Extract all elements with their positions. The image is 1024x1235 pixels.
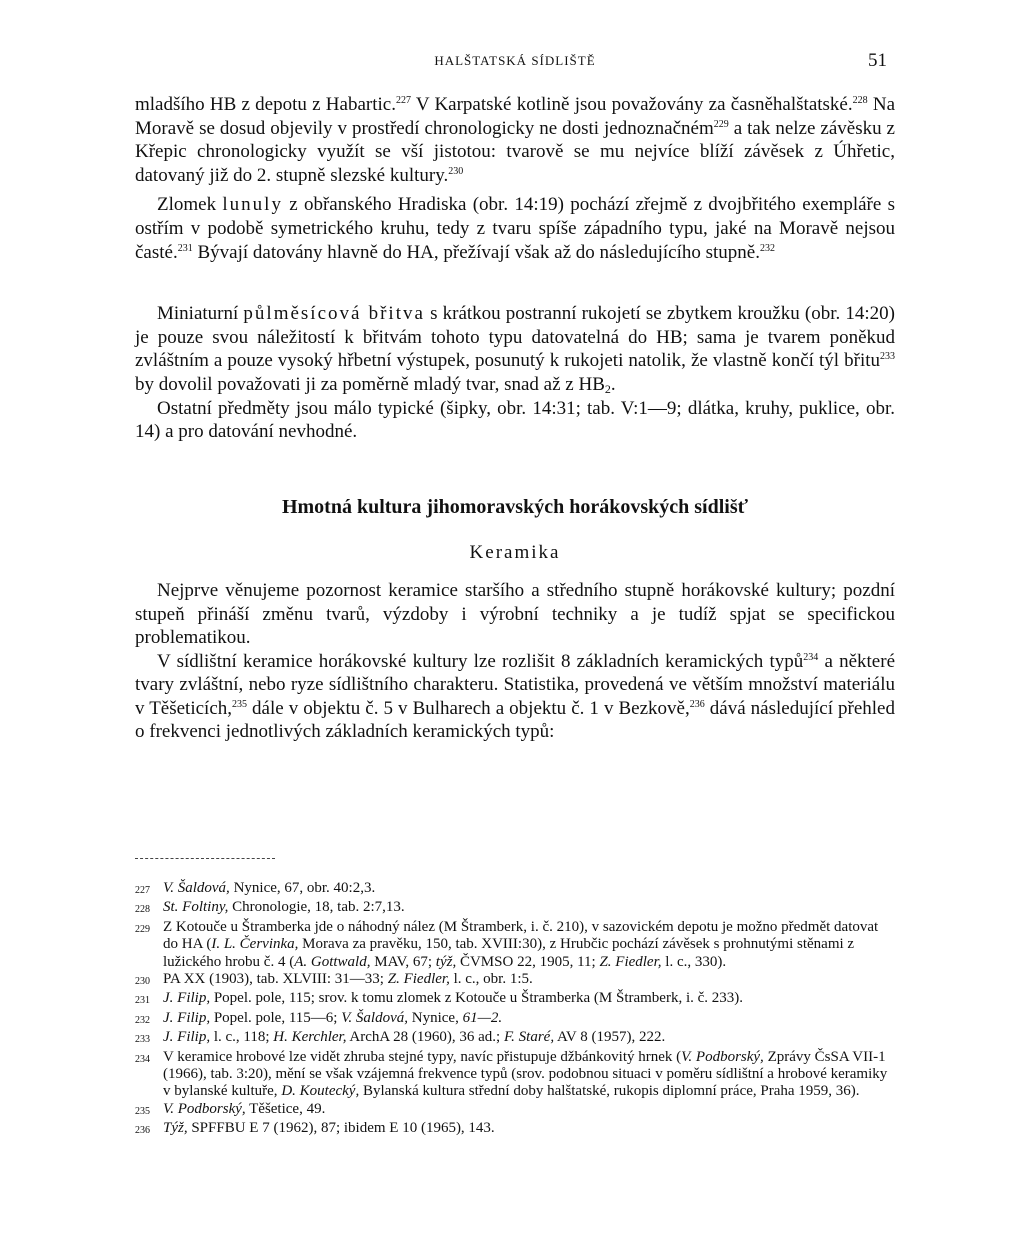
footnote-number: 236 <box>135 1125 150 1137</box>
footnote-number: 234 <box>135 1053 150 1065</box>
footnote <box>135 1101 895 1120</box>
footnote-number: 231 <box>135 995 150 1007</box>
footnote <box>135 1010 895 1029</box>
footnote-text: Z Kotouče u Štramberka jde o náhodný nález (M Štramberk, i. č. 210), v sazovickém depotu je možno předmět datovat do HA (I. L. Červinka, Morava za pravěku, 150, tab. XVIII:30), z Hrubčic pochází závěsek s prohnutými stěnami z lužického hrobu č. 4 (A. Gottwald, MAV, 67; týž, ČVMSO 22, 1905, 11; Z. Fiedler, l. c., 330). <box>163 918 879 970</box>
footnote-number: 230 <box>135 976 150 988</box>
running-head <box>135 50 895 74</box>
footnote-text: V. Podborský, Těšetice, 49. <box>163 1100 326 1117</box>
footnote-text: St. Foltiny, Chronologie, 18, tab. 2:7,13. <box>163 899 405 916</box>
subsection-title: Keramika <box>469 542 561 564</box>
paragraph-4: Ostatní předměty jsou málo typické (šipky, obr. 14:31; tab. V:1—9; dlátka, kruhy, puklice, obr. 14) a pro datování nevhodné. <box>135 397 895 443</box>
footnotes <box>135 880 895 1140</box>
paragraph-5: Nejprve věnujeme pozornost keramice staršího a středního stupně horákovské kultury; pozdní stupeň přináší změnu tvarů, výzdoby i výrobní techniky a je tudíž spjat se specifickou problematikou. <box>135 579 895 649</box>
footnote-ref: 234 <box>803 651 819 663</box>
page-number: 51 <box>868 50 887 71</box>
footnote-ref: 236 <box>689 698 705 710</box>
footnote <box>135 919 895 971</box>
footnote-ref: 231 <box>177 242 193 254</box>
paragraph-1: mladšího HB z depotu z Habartic.$^{227}$ V Karpatské kotlině jsou považovány za časněhalštatské.$^{228}$ Na Moravě se dosud objevily v prostředí chronologicky ne dosti jednoznačném$^{229}$ a tak nelze závěsku z Křepic chronologicky využít se vší jistotou: tvarově se mu nejvíce blíží závěsek z Úhřetic, datovaný již do 2. stupně slezské kultury.$^{230}$ <box>135 94 895 186</box>
footnote-number: 229 <box>135 923 150 935</box>
footnote-text: PA XX (1903), tab. XLVIII: 31—33; Z. Fiedler, l. c., obr. 1:5. <box>163 971 533 988</box>
paragraph-3: Miniaturní půlměsícová břitva s krátkou postranní rukojetí se zbytkem kroužku (obr. 14:20) je pouze svou náležitostí k břitvám tohoto typu datovatelná do HB; sama je tvarem poněkud zvláštním a pouze vysoký hřbetní výstupek, posunutý k rukojeti natolik, že vlastně končí týl břitu$^{233}$ by dovolil považovati ji za poměrně mladý tvar, snad až z $HB_2$. <box>135 303 895 396</box>
footnote <box>135 1029 895 1048</box>
spaced-term: půlměsícová břitva <box>243 303 425 325</box>
footnote <box>135 971 895 990</box>
footnote-text: V keramice hrobové lze vidět zhruba stejné typy, navíc přistupuje džbánkovitý hrnek (V. Podborský, Zprávy ČsSA VII-1 (1966), tab. 3:20), mění se však vzájemná frekvence typů (srov. podobnou situaci v poměru sídlištní a hrobové keramiky v bylanské kultuře, D. Koutecký, Bylanská kultura střední doby halštatské, rukopis diplomní práce, Praha 1959, 36). <box>163 1048 888 1100</box>
footnote-text: J. Filip, Popel. pole, 115—6; V. Šaldová, Nynice, 61—2. <box>163 1009 503 1026</box>
footnote-ref: 230 <box>448 165 464 177</box>
footnote-ref: 229 <box>713 118 729 130</box>
footnote-number: 228 <box>135 904 150 916</box>
footnote-ref: 227 <box>395 95 411 106</box>
footnote-text: V. Šaldová, Nynice, 67, obr. 40:2,3. <box>163 880 376 896</box>
footnote-number: 233 <box>135 1034 150 1046</box>
footnote-ref: 233 <box>880 351 895 363</box>
section-title: Hmotná kultura jihomoravských horákovských sídlišť <box>281 495 749 518</box>
spaced-term: lunuly <box>222 194 283 216</box>
footnote-rule <box>135 858 275 859</box>
footnote-number: 232 <box>135 1014 150 1026</box>
footnote-ref: 232 <box>759 242 775 254</box>
footnote-number: 227 <box>135 885 150 896</box>
footnote-text: J. Filip, Popel. pole, 115; srov. k tomu zlomek z Kotouče u Štramberka (M Štramberk, i. č. 233). <box>163 990 744 1007</box>
footnote <box>135 1120 895 1139</box>
footnote-ref: 228 <box>852 95 868 106</box>
footnote <box>135 880 895 899</box>
footnote <box>135 990 895 1009</box>
footnote <box>135 1049 895 1101</box>
paragraph-2: Zlomek lunuly z obřanského Hradiska (obr. 14:19) pochází zřejmě z dvojbřitého exempláře s ostřím v podobě symetrického kruhu, tedy z tvaru spíše západního typu, jaké na Moravě nejsou časté.$^{231}$ Bývají datovány hlavně do HA, přežívají však až do následujícího stupně.$^{232}$ <box>135 194 895 263</box>
footnote-text: Týž, SPFFBU E 7 (1962), 87; ibidem E 10 (1965), 143. <box>163 1120 495 1137</box>
paragraph-6: V sídlištní keramice horákovské kultury lze rozlišit 8 základních keramických typů$^{234}$ a některé tvary zvláštní, nebo ryze sídlištního charakteru. Statistika, provedená ve větším množství materiálu v Těšeticích,$^{235}$ dále v objektu č. 5 v Bulharech a objektu č. 1 v Bezkově,$^{236}$ dává následující přehled o frekvenci jednotlivých základních keramických typů: <box>135 650 896 743</box>
footnote-number: 235 <box>135 1105 150 1117</box>
footnote-text: J. Filip, l. c., 118; H. Kerchler, ArchA 28 (1960), 36 ad.; F. Staré, AV 8 (1957), 222. <box>163 1029 666 1046</box>
footnote-ref: 235 <box>232 698 248 710</box>
body-text <box>135 93 895 744</box>
footnote <box>135 899 895 918</box>
running-title: HALŠTATSKÁ SÍDLIŠTĚ <box>434 53 596 68</box>
